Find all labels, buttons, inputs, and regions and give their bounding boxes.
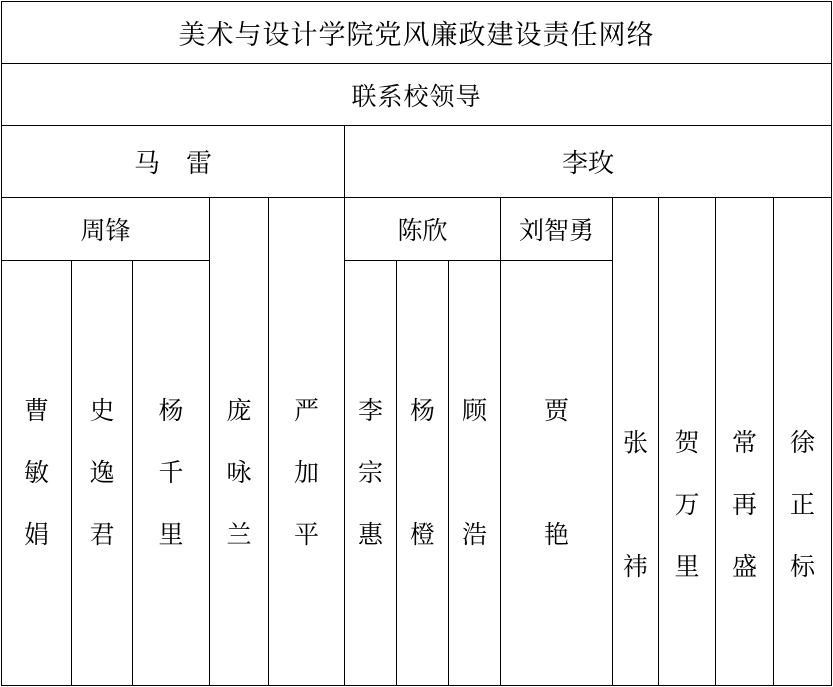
member-name: 严 加 平 [293,396,319,549]
member-name: 贺 万 里 [674,427,700,581]
table-border-bottom [1,685,832,686]
liaison-header: 联系校领导 [351,81,482,111]
sub-leader-name: 周锋 [80,216,131,245]
member-name: 贾 艳 [543,396,569,549]
member-name: 徐 正 标 [789,427,815,581]
member-name: 庞 咏 兰 [226,396,252,549]
member-name: 曹 敏 娟 [23,396,49,549]
table-border-right [831,1,832,686]
member-name: 顾 浩 [461,396,487,549]
sub-leader-name: 刘智勇 [518,216,594,245]
sub-leader-name: 陈欣 [397,216,448,245]
member-name: 杨 橙 [409,396,435,549]
member-name: 杨 千 里 [158,396,184,549]
member-name: 张 祎 [622,427,648,581]
leader-name: 李玫 [561,149,614,179]
member-name: 史 逸 君 [89,396,115,549]
member-name: 李 宗 惠 [357,396,383,549]
member-name: 常 再 盛 [731,427,757,581]
leader-name: 马 雷 [133,149,212,179]
table-title: 美术与设计学院党风廉政建设责任网络 [178,20,655,51]
